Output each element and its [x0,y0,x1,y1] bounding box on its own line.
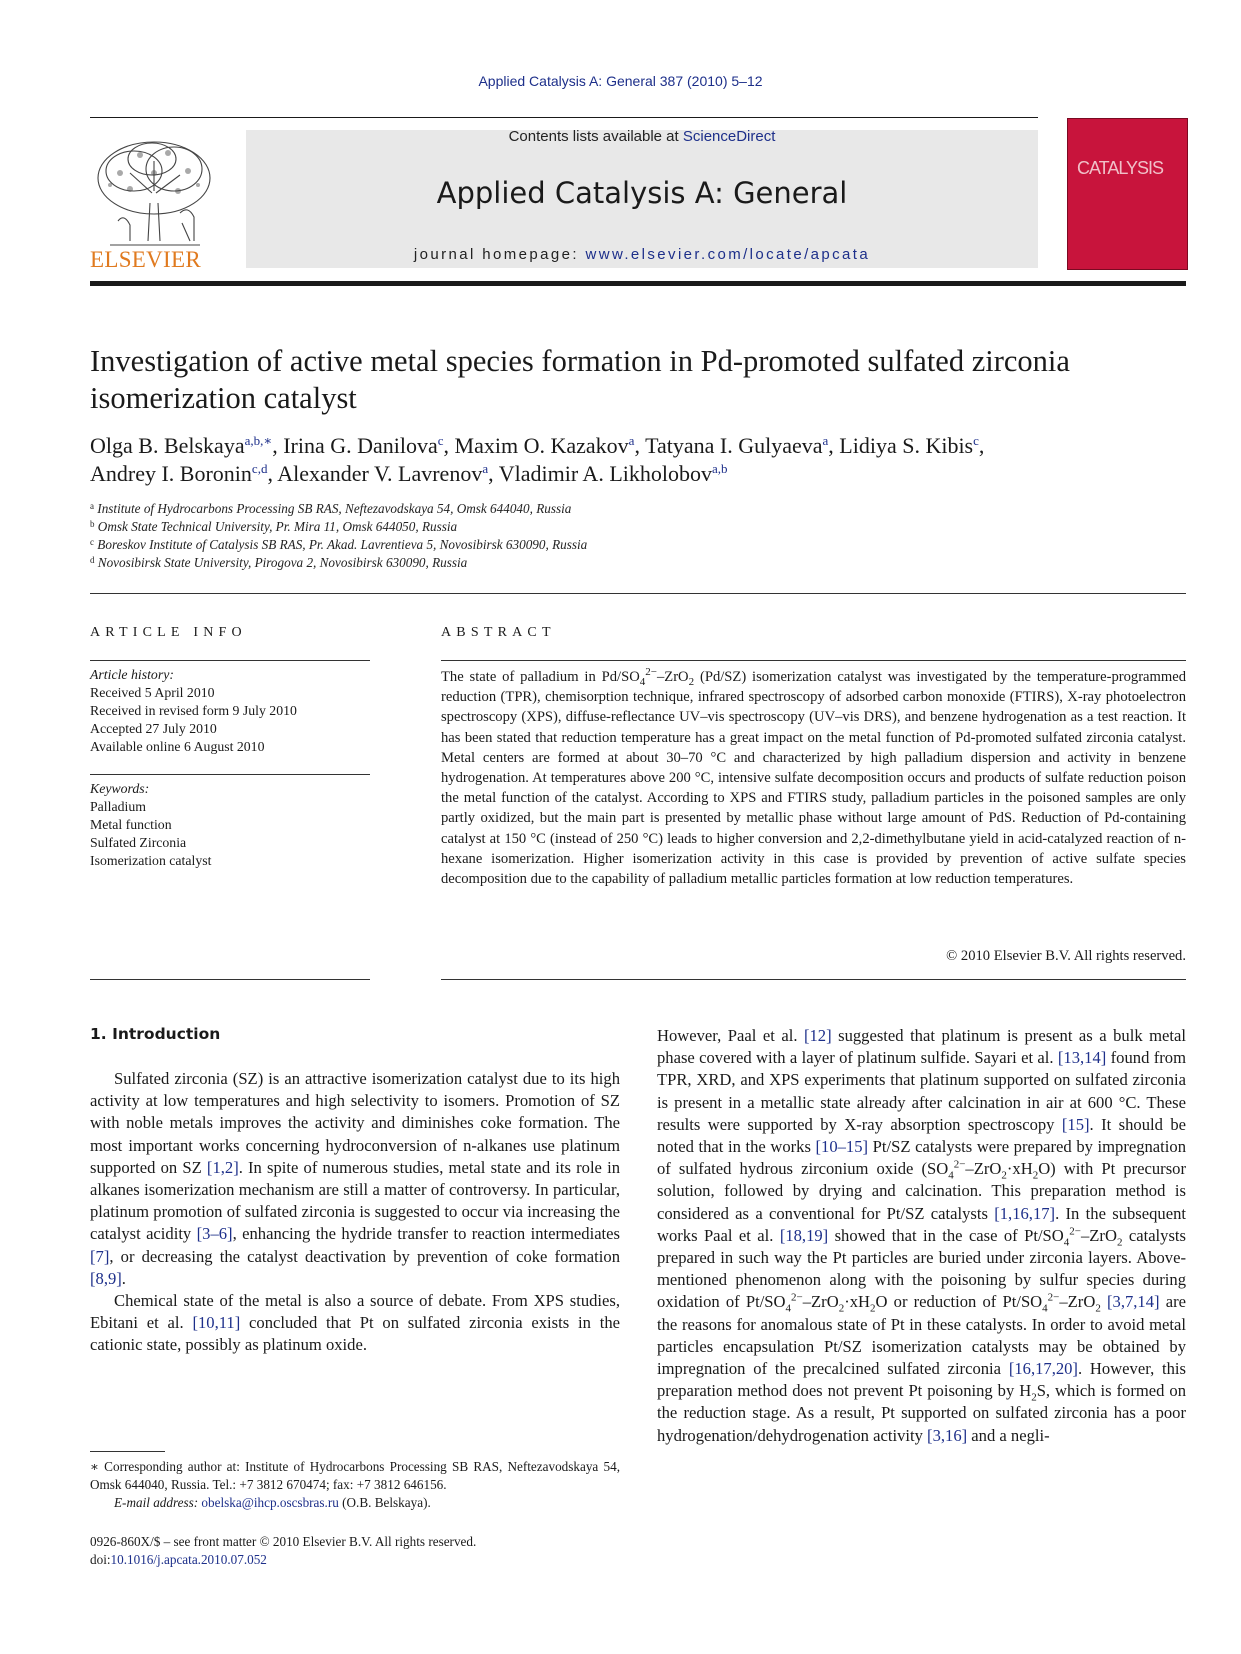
issn-line: 0926-860X/$ – see front matter © 2010 Elsevier B.V. All rights reserved. [90,1534,477,1549]
corresponding-author-footnote [90,1458,620,1512]
paragraph: However, Paal et al. [12] suggested that platinum is present as a bulk metal phase covered with a layer of platinum sulfide. Sayari et al. [13,14] found from TPR, XRD, and XPS experiments that platinum supported on sulfated zirconia is present in a metallic state already after calcination in air at 600 °C. These results were supported by X-ray absorption spectroscopy [15]. It should be noted that in the works [10–15] Pt/SZ catalysts were prepared by impregnation of sulfated hydrous zirconium oxide $(SO_4^{2-}-ZrO_2\cdot xH_2O)$ with Pt precursor solution, followed by drying and calcination. This preparation method is considered as a conventional for Pt/SZ catalysts [1,16,17]. In the subsequent works Paal et al. [18,19] showed that in the case of $Pt/SO_4^{2-}-ZrO_2$ catalysts prepared in such way the Pt particles are buried under zirconia layers. Above-mentioned phenomenon along with the poisoning by sulfur species during oxidation of $Pt/SO_4^{2-}-ZrO_2\cdot xH_2O$ or reduction of $Pt/SO_4^{2-}-ZrO_2$ [3,7,14] are the reasons for anomalous state of Pt in these catalysts. In order to avoid metal particles encapsulation Pt/SZ isomerization catalysts may be obtained by impregnation of the precalcined sulfated zirconia [16,17,20]. However, this preparation method does not prevent Pt poisoning by $H_2S$, which is formed on the reduction stage. As a result, Pt supported on sulfated zirconia has a poor hydrogenation/dehydrogenation activity [3,16] and a negli- [657,1026,1186,1445]
section-rule [90,979,370,980]
homepage-line [246,246,1038,263]
front-matter [90,1533,790,1569]
author: Olga B. Belskaya$^{a,b,∗}$, [90,433,284,458]
section-rule [441,979,1186,980]
author-affiliation-marker[interactable]: c [437,433,444,448]
article-info-heading: ARTICLE INFO [90,625,247,640]
author-affiliation-marker[interactable]: a [628,433,635,448]
reference-link[interactable]: [1,16,17] [994,1203,1056,1223]
abstract-copyright: © 2010 Elsevier B.V. All rights reserved. [946,948,1186,964]
section-heading-introduction: 1. Introduction [90,1025,221,1043]
author-affiliation-marker[interactable]: c,d [251,461,268,476]
section-rule [90,660,370,661]
reference-link[interactable]: [1,2] [206,1157,239,1177]
author-list [90,432,1190,488]
author: Tatyana I. Gulyaeva$^a$, [645,433,840,458]
footnote-text: ∗ Corresponding author at: Institute of Hydrocarbons Processing SB RAS, Neftezavodskaya 54, Omsk 644040, Russia. Tel.: +7 3812 670474; fax: +7 3812 646156. [90,1459,620,1492]
affiliation: $^a$ Institute of Hydrocarbons Processing SB RAS, Neftezavodskaya 54, Omsk 644040, Russia [90,501,572,516]
email-link[interactable]: obelska@ihcp.oscsbras.ru [201,1495,339,1510]
author: Maxim O. Kazakov$^a$, [454,433,646,458]
author: Vladimir A. Likholobov$^{a,b}$ [498,461,728,486]
doi-link[interactable]: 10.1016/j.apcata.2010.07.052 [110,1552,267,1567]
reference-link[interactable]: [12] [803,1026,832,1045]
keywords [90,780,390,870]
reference-link[interactable]: [16,17,20] [1008,1359,1078,1379]
keyword: Metal function [90,817,172,832]
keyword: Palladium [90,799,146,814]
keywords-label: Keywords: [90,781,150,796]
homepage-prefix: journal homepage: [413,246,586,263]
contents-prefix: Contents lists available at [508,128,683,145]
affiliation: $^b$ Omsk State Technical University, Pr. Mira 11, Omsk 644050, Russia [90,519,458,534]
reference-link[interactable]: [15] [1061,1114,1090,1134]
reference-link[interactable]: [18,19] [779,1225,829,1245]
contents-line [246,128,1038,145]
section-rule [90,593,1186,594]
paragraph: Sulfated zirconia (SZ) is an attractive isomerization catalyst due to its high activity at low temperatures and high selectivity to isomers. Promotion of SZ with noble metals improves the activity and diminishes coke formation. The most important works concerning hydroconversion of n-alkanes use platinum supported on SZ [1,2]. In spite of numerous studies, metal state and its role in alkanes isomerization mechanism are still a matter of controversy. In particular, platinum promotion of sulfated zirconia is suggested to occur via increasing the catalyst acidity [3–6], enhancing the hydride transfer to reaction intermediates [7], or decreasing the catalyst deactivation by prevention of coke formation [8,9]. [90,1069,621,1288]
homepage-link[interactable]: www.elsevier.com/locate/apcata [585,246,871,263]
article-title: Investigation of active metal species formation in Pd-promoted sulfated zirconia isomerization catalyst [90,344,1070,415]
section-rule [90,774,370,775]
author-affiliation-marker[interactable]: a [822,433,829,448]
reference-link[interactable]: [3,7,14] [1107,1292,1160,1312]
abstract-text: The state of palladium in $Pd/SO_4^{2-}-ZrO_2$ (Pd/SZ) isomerization catalyst was investigated by the temperature-programmed reduction (TPR), chemisorption technique, infrared spectroscopy of adsorbed carbon monoxide (FTIRS), X-ray photoelectron spectroscopy (XPS), diffuse-reflectance UV–vis spectroscopy (UV–vis DRS), and benzene hydrogenation as a test reaction. It has been stated that reduction temperature has a great impact on the metal function of Pd-promoted sulfated zirconia catalyst. Metal centers are formed at about 30–70 °C and characterized by high palladium dispersion and activity in benzene hydrogenation. At temperatures above 200 °C, intensive sulfate decomposition occurs and products of sulfate reduction poison the metal function of the catalyst. According to XPS and FTIRS study, palladium particles in the poisoned samples are only partly oxidized, but the main part is presented by metallic phase without large amount of PdS. Reduction of Pd-containing catalyst at 150 °C (instead of 250 °C) leads to higher conversion and 2,2-dimethylbutane yield in acid-catalyzed reaction of n-hexane isomerization. Higher isomerization activity in this case is provided by prevention of active sulfate species decomposition due to the capability of palladium metallic particles formation at low reduction temperatures. [441,666,1187,888]
author: Alexander V. Lavrenov$^a$, [277,461,499,486]
reference-link[interactable]: [13,14] [1057,1048,1107,1068]
body-column-left [90,1068,620,1357]
history-item: Available online 6 August 2010 [90,739,265,754]
sciencedirect-link[interactable]: ScienceDirect [682,128,776,145]
affiliations [90,500,990,572]
footnote-email: E-mail address: obelska@ihcp.oscsbras.ru (O.B. Belskaya). [114,1495,431,1510]
header-rule [90,117,1038,118]
article-history [90,666,390,756]
abstract-heading: ABSTRACT [441,625,556,640]
keyword: Sulfated Zirconia [90,835,187,850]
reference-link[interactable]: [3–6] [196,1224,233,1244]
footnote-rule [90,1451,165,1452]
keyword: Isomerization catalyst [90,853,212,868]
affiliation: $^c$ Boreskov Institute of Catalysis SB RAS, Pr. Akad. Lavrentieva 5, Novosibirsk 630090, Russia [90,537,588,552]
reference-link[interactable]: [8,9] [90,1268,122,1288]
author: Lidiya S. Kibis$^c$, [839,433,985,458]
author-affiliation-marker[interactable]: a [482,461,489,476]
history-item: Accepted 27 July 2010 [90,721,217,736]
history-label: Article history: [90,667,174,682]
doi-line: doi:10.1016/j.apcata.2010.07.052 [90,1552,267,1567]
author-affiliation-marker[interactable]: a,b,∗ [244,433,273,448]
author: Andrey I. Boronin$^{c,d}$, [90,461,278,486]
author-affiliation-marker[interactable]: a,b [711,461,728,476]
author: Irina G. Danilova$^c$, [283,433,455,458]
reference-link[interactable]: [10–15] [815,1137,869,1157]
header-rule-thick [90,281,1186,286]
reference-link[interactable]: [3,16] [927,1425,968,1445]
body-column-right [657,1025,1186,1447]
author-affiliation-marker[interactable]: c [973,433,979,448]
journal-cover-thumbnail[interactable] [1067,118,1188,270]
section-rule [441,660,1186,661]
elsevier-wordmark: ELSEVIER [90,247,201,272]
affiliation: $^d$ Novosibirsk State University, Pirogova 2, Novosibirsk 630090, Russia [90,555,468,570]
paragraph: Chemical state of the metal is also a source of debate. From XPS studies, Ebitani et al. [10,11] concluded that Pt on sulfated zirconia exists in the cationic state, possibly as platinum oxide. [90,1291,620,1355]
reference-link[interactable]: [10,11] [192,1313,241,1333]
history-item: Received in revised form 9 July 2010 [90,703,297,718]
cover-title: CATALYSIS [1077,158,1164,178]
journal-name: Applied Catalysis A: General [436,176,848,210]
footnote-mark: ∗ [90,1459,99,1474]
journal-citation[interactable]: Applied Catalysis A: General 387 (2010) 5–12 [478,73,763,89]
history-item: Received 5 April 2010 [90,685,215,700]
reference-link[interactable]: [7] [90,1246,110,1266]
